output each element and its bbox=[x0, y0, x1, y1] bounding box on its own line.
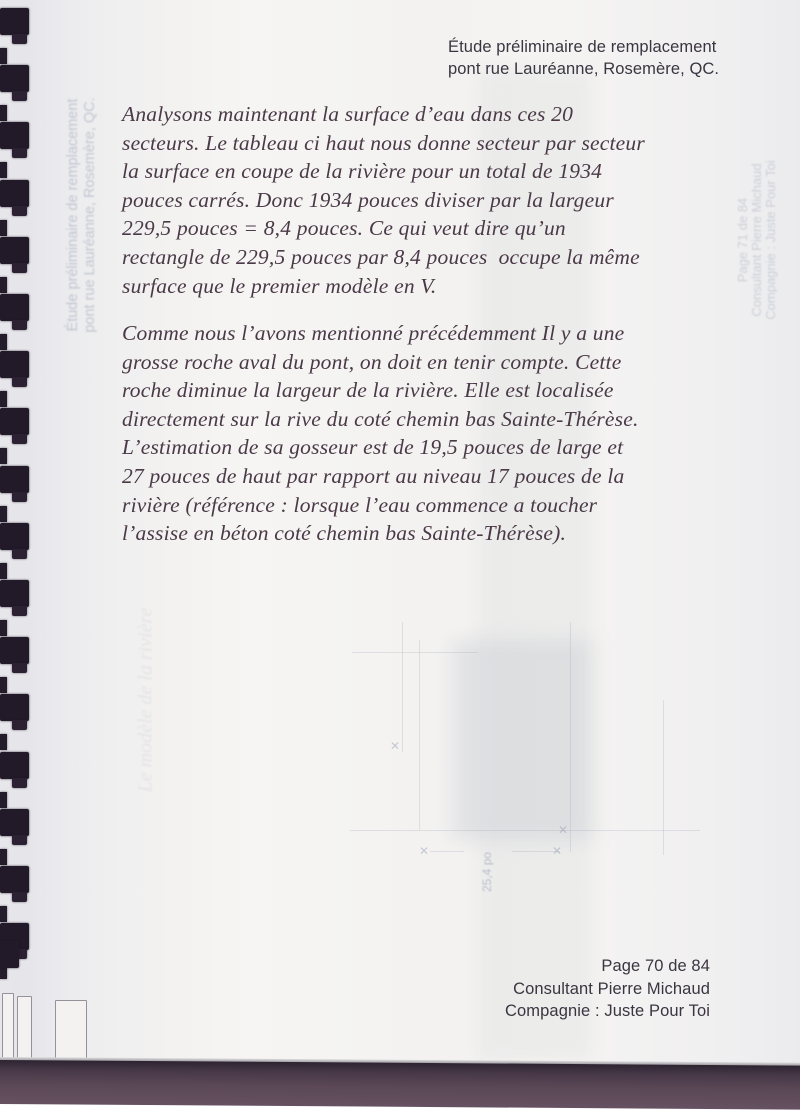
header-block bbox=[448, 36, 720, 80]
binding-coil-sliver bbox=[0, 448, 7, 464]
binding-tooth bbox=[0, 180, 29, 207]
binding-coil-sliver bbox=[0, 48, 7, 64]
binding-tooth-stub bbox=[12, 835, 27, 845]
binding-tooth-stub bbox=[12, 720, 27, 730]
binding-tooth-stub bbox=[12, 91, 27, 101]
binding-coil-sliver bbox=[0, 105, 7, 121]
header-line: Étude préliminaire de remplacement bbox=[448, 38, 717, 56]
binding-tooth-stub bbox=[12, 434, 27, 444]
text-line: 229,5 pouces = 8,4 pouces. Ce qui veut dire qu’un bbox=[122, 216, 566, 241]
binding-tooth-stub bbox=[12, 34, 27, 44]
binding-tooth-stub bbox=[12, 606, 27, 616]
binding-tooth-stub bbox=[12, 778, 27, 788]
binding-tooth bbox=[0, 809, 29, 836]
binding-coil-sliver bbox=[0, 620, 7, 636]
text-line: Étude préliminaire de remplacement bbox=[65, 98, 81, 332]
binding-coil-sliver bbox=[0, 792, 7, 808]
binding-tooth-stub bbox=[12, 377, 27, 387]
binding-tooth bbox=[0, 351, 29, 378]
binding-tooth-stub bbox=[12, 892, 27, 902]
tick-cross: ✕ bbox=[552, 844, 563, 858]
binding-tooth bbox=[0, 580, 29, 607]
ghost-note-text: Le modèle de la rivière bbox=[134, 607, 157, 793]
text-line: la surface en coupe de la rivière pour un total de 1934 bbox=[122, 159, 603, 184]
binding-tooth-stub bbox=[12, 206, 27, 216]
binding-tooth bbox=[0, 637, 29, 664]
header-line: pont rue Lauréanne, Rosemère, QC. bbox=[448, 60, 720, 78]
binding-tooth-stub bbox=[12, 492, 27, 502]
text-line: Compagnie : Juste Pour Toi bbox=[763, 160, 778, 320]
text-line: surface que le premier modèle en V. bbox=[122, 273, 437, 298]
text-line: Consultant Pierre Michaud bbox=[513, 979, 710, 998]
binding-tooth bbox=[0, 694, 29, 721]
text-line: grosse roche aval du pont, on doit en tenir compte. Cette bbox=[122, 349, 622, 374]
binding-coil-sliver bbox=[0, 162, 7, 178]
tick-cross: ✕ bbox=[558, 823, 569, 837]
text-line: pouces carrés. Donc 1934 pouces diviser par la largeur bbox=[122, 187, 614, 212]
binding-tooth-light bbox=[2, 993, 14, 1065]
binding-coil-sliver bbox=[0, 220, 7, 236]
text-line: Compagnie : Juste Pour Toi bbox=[505, 1002, 710, 1020]
binding-tooth-stub bbox=[12, 663, 27, 673]
text-line: 27 pouces de haut par rapport au niveau 17 pouces de la bbox=[122, 463, 625, 488]
binding-tooth bbox=[0, 8, 29, 35]
text-line: rectangle de 229,5 pouces par 8,4 pouces occupe la même bbox=[122, 244, 640, 269]
scan-shading-band bbox=[452, 640, 592, 840]
binding-tooth bbox=[0, 941, 19, 968]
scanner-background bbox=[0, 1060, 800, 1110]
binding-coil-sliver bbox=[0, 391, 7, 407]
binding-tooth bbox=[0, 752, 29, 779]
text-line: L’estimation de sa gosseur est de 19,5 pouces de large et bbox=[122, 435, 624, 460]
binding-tooth-stub bbox=[12, 263, 27, 273]
text-line: directement sur la rive du coté chemin bas Sainte-Thérèse. bbox=[122, 406, 639, 431]
binding-coil-sliver bbox=[0, 563, 7, 579]
footer-block bbox=[410, 955, 710, 1023]
text-line: Consultant Pierre Michaud bbox=[749, 163, 764, 317]
binding-tooth bbox=[0, 122, 29, 149]
binding-tooth bbox=[0, 523, 29, 550]
body-paragraph-2 bbox=[122, 319, 742, 548]
text-line: secteurs. Le tableau ci haut nous donne secteur par secteur bbox=[122, 130, 645, 155]
binding-tooth bbox=[0, 65, 29, 92]
binding-coil-sliver bbox=[0, 506, 7, 522]
binding-tooth bbox=[0, 466, 29, 493]
binding-coil-sliver bbox=[0, 906, 7, 922]
binding-coil-sliver bbox=[0, 734, 7, 750]
text-line: pont rue Lauréanne, Rosemère, QC. bbox=[82, 97, 98, 333]
binding-tooth bbox=[0, 866, 29, 893]
tick-cross: ✕ bbox=[419, 844, 430, 858]
text-line: Comme nous l’avons mentionné précédemment Il y a une bbox=[122, 321, 625, 345]
binding-coil-sliver bbox=[0, 849, 7, 865]
comb-binding bbox=[0, 0, 40, 1100]
binding-tooth bbox=[0, 294, 29, 321]
binding-tooth bbox=[0, 237, 29, 264]
binding-tooth-stub bbox=[12, 148, 27, 158]
text-line: Analysons maintenant la surface d’eau dans ces 20 bbox=[122, 102, 574, 126]
binding-coil-sliver bbox=[0, 677, 7, 693]
text-line: roche diminue la largeur de la rivière. Elle est localisée bbox=[122, 378, 614, 403]
binding-tooth-stub bbox=[12, 549, 27, 559]
tick-cross: ✕ bbox=[390, 739, 401, 753]
text-line: rivière (référence : lorsque l’eau commence a toucher bbox=[122, 492, 598, 517]
binding-tooth bbox=[0, 408, 29, 435]
body-paragraph-1 bbox=[122, 100, 742, 300]
binding-coil-sliver bbox=[0, 334, 7, 350]
text-line: Page 71 de 84 bbox=[735, 197, 750, 283]
binding-tooth-stub bbox=[12, 320, 27, 330]
text-line: Page 70 de 84 bbox=[601, 957, 710, 975]
dimension-label: 25,4 po bbox=[480, 851, 494, 893]
binding-coil-sliver bbox=[0, 277, 7, 293]
text-line: l’assise en béton coté chemin bas Sainte-Thérèse). bbox=[122, 521, 567, 546]
